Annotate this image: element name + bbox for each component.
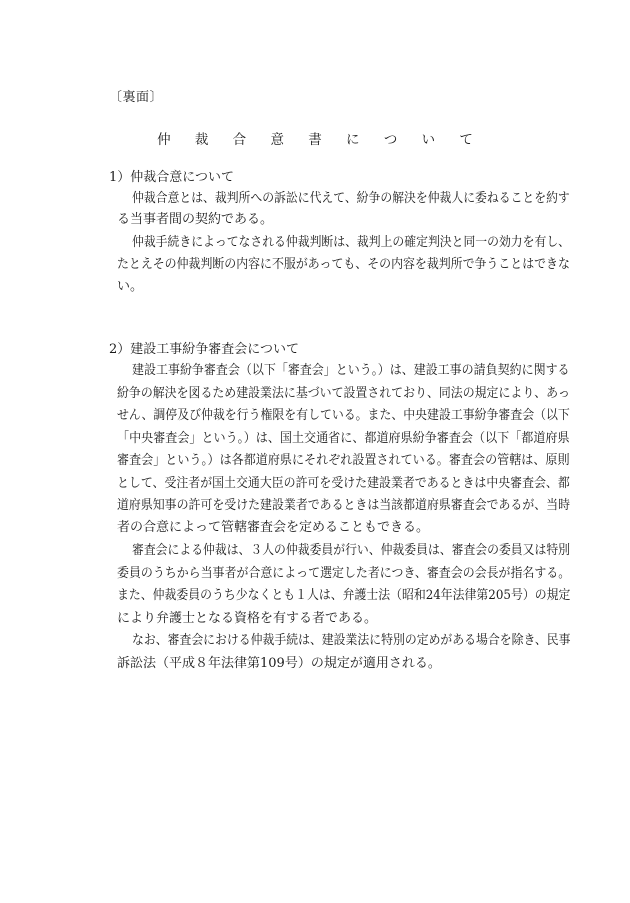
document-title: 仲 裁 合 意 書 に つ い て — [157, 132, 483, 148]
section2-line: により弁護士となる資格を有する者である。 — [117, 611, 378, 626]
section1-line: たとえその仲裁判断の内容に不服があっても、その内容を裁判所で争うことはできな — [117, 257, 570, 272]
section2-line: 審査会による仲裁は、３人の仲裁委員が行い、仲裁委員は、審査会の委員又は特別 — [132, 543, 571, 558]
section2-line: せん、調停及び仲裁を行う権限を有している。また、中央建設工事紛争審査会（以下 — [117, 408, 570, 423]
section2-line: 審査会」という。）は各都道府県にそれぞれ設置されている。審査会の管轄は、原則 — [117, 453, 570, 468]
section2-line: として、受注者が国土交通大臣の許可を受けた建設業者であるときは中央審査会、都 — [117, 476, 570, 491]
section2-line: 「中央審査会」という。）は、国土交通省に、都道府県紛争審査会（以下「都道府県 — [117, 431, 570, 446]
section2-line: また、仲裁委員のうち少なくとも１人は、弁護士法（昭和24年法律第205号）の規定 — [117, 588, 571, 603]
section2-line: なお、審査会における仲裁手続は、建設業法に特別の定めがある場合を除き、民事 — [132, 633, 571, 648]
section2-line: 訴訟法（平成８年法律第109号）の規定が適用される。 — [117, 656, 441, 671]
side-label: 〔裏面〕 — [109, 90, 164, 105]
section2-line: 道府県知事の許可を受けた建設業者であるときは当該都道府県審査会であるが、当時 — [117, 498, 571, 513]
section1-line: 仲裁手続きによってなされる仲裁判断は、裁判上の確定判決と同一の効力を有し、 — [132, 235, 571, 250]
section1-heading: 1）仲裁合意について — [109, 170, 235, 185]
section2-line: 委員のうちから当事者が合意によって選定した者につき、審査会の会長が指名する。 — [117, 566, 571, 581]
section1-line: 仲裁合意とは、裁判所への訴訟に代えて、紛争の解決を仲裁人に委ねることを約す — [132, 191, 570, 206]
section2-line: 紛争の解決を図るため建設業法に基づいて設置されており、同法の規定により、あっ — [117, 386, 570, 401]
section1-line: い。 — [117, 279, 144, 294]
section2-heading: 2）建設工事紛争審査会について — [109, 342, 300, 357]
section1-line: る当事者間の契約である。 — [117, 212, 274, 227]
section2-line: 建設工事紛争審査会（以下「審査会」という。）は、建設工事の請負契約に関する — [132, 363, 570, 378]
section2-line: 者の合意によって管轄審査会を定めることもできる。 — [117, 520, 430, 535]
